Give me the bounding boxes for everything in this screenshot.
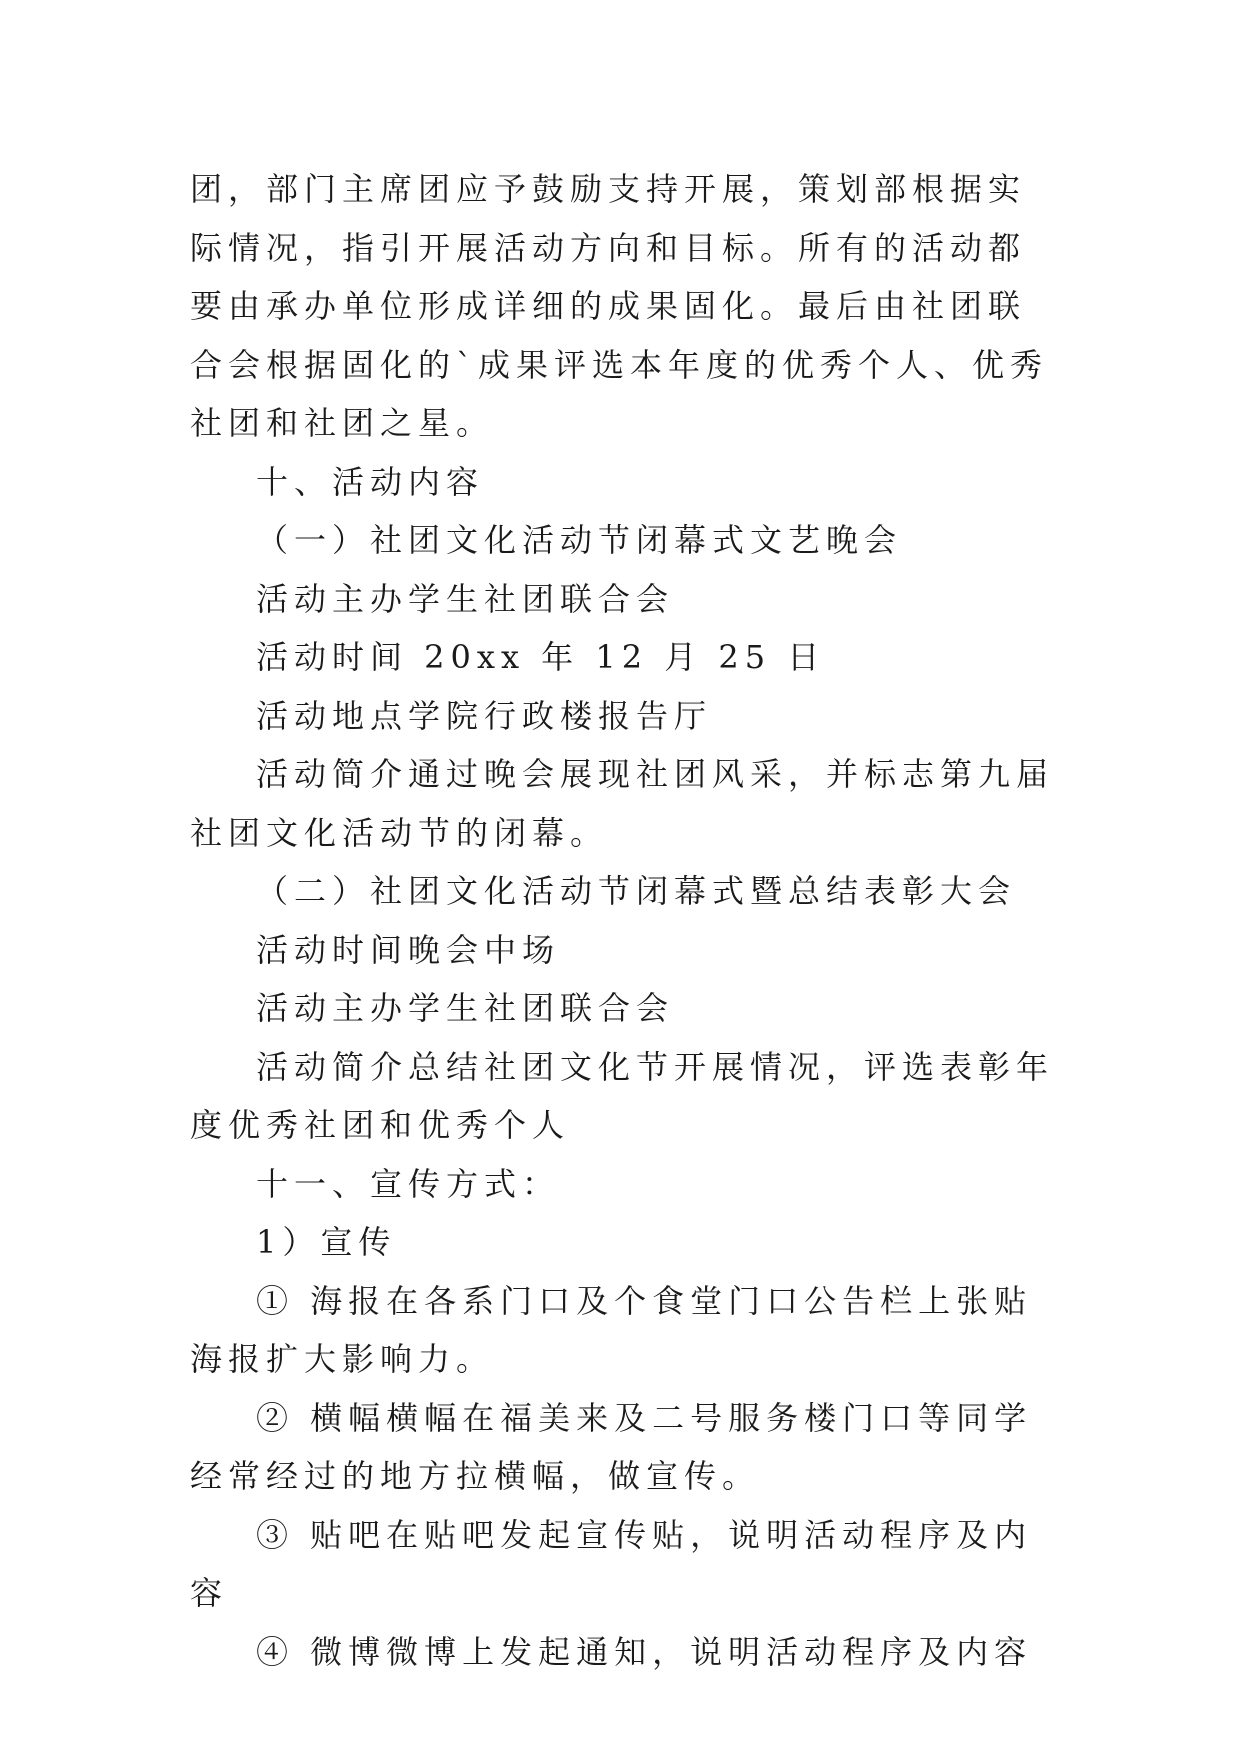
section-heading-activity-content: 十、活动内容 — [256, 462, 485, 501]
paragraph-organizer-2: 活动主办学生社团联合会 — [256, 989, 675, 1027]
subheading-closing-gala: （一）社团文化活动节闭幕式文艺晚会 — [256, 521, 903, 559]
list-heading-publicity: 1）宣传 — [256, 1223, 397, 1261]
paragraph-continuation: 团，部门主席团应予鼓励支持开展，策划部根据实际情况，指引开展活动方向和目标。所有的活动都要由承办单位形成详细的成果固化。最后由社团联合会根据固化的`成果评选本年度的优秀个人、优秀社团和社团之星。 — [190, 170, 1049, 442]
paragraph-intro-1: 活动简介通过晚会展现社团风采，并标志第九届社团文化活动节的闭幕。 — [190, 755, 1055, 852]
list-item-weibo: ④ 微博微博上发起通知，说明活动程序及内容 — [256, 1632, 1033, 1671]
list-item-poster: ① 海报在各系门口及个食堂门口公告栏上张贴海报扩大影响力。 — [190, 1281, 1033, 1378]
subheading-closing-ceremony: （二）社团文化活动节闭幕式暨总结表彰大会 — [256, 872, 1017, 910]
paragraph-time-1: 活动时间 20xx 年 12 月 25 日 — [256, 638, 826, 676]
section-heading-publicity: 十一、宣传方式： — [256, 1164, 561, 1203]
document-body — [190, 160, 1060, 1681]
list-item-tieba: ③ 贴吧在贴吧发起宣传贴，说明活动程序及内容 — [190, 1515, 1033, 1612]
paragraph-intro-2: 活动简介总结社团文化节开展情况，评选表彰年度优秀社团和优秀个人 — [190, 1047, 1055, 1144]
paragraph-time-2: 活动时间晚会中场 — [256, 930, 561, 969]
paragraph-location-1: 活动地点学院行政楼报告厅 — [256, 696, 713, 735]
list-item-banner: ② 横幅横幅在福美来及二号服务楼门口等同学经常经过的地方拉横幅，做宣传。 — [190, 1398, 1033, 1495]
paragraph-organizer-1: 活动主办学生社团联合会 — [256, 579, 675, 618]
